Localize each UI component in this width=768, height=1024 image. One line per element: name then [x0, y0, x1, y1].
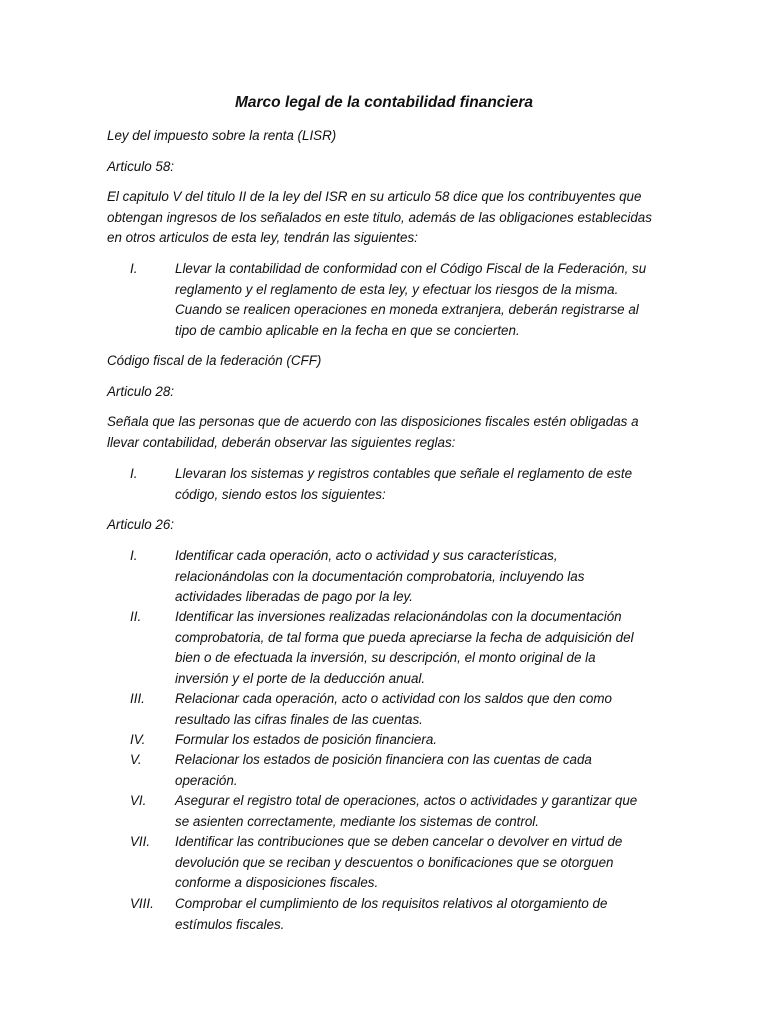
list-number: VI. [130, 793, 147, 808]
list-number: II. [130, 609, 142, 624]
art26-heading: Articulo 26: [107, 517, 174, 532]
document-title: Marco legal de la contabilidad financiera [234, 94, 534, 111]
paragraph-line: llevar contabilidad, deberán observar las siguientes reglas: [107, 434, 456, 450]
cff-heading: Código fiscal de la federación (CFF) [107, 353, 322, 368]
paragraph-line: El capitulo V del titulo II de la ley del ISR en su articulo 58 dice que los contribuyentes que [107, 189, 642, 204]
lisr-heading: Ley del impuesto sobre la renta (LISR) [107, 128, 337, 143]
list-item-line: inversión y el porte de la deducción anual. [175, 670, 426, 686]
list-item-line: Comprobar el cumplimiento de los requisitos relativos al otorgamiento de [175, 896, 608, 911]
list-item-line: código, siendo estos los siguientes: [175, 486, 386, 502]
list-number: III. [130, 691, 145, 706]
list-item-line: Cuando se realicen operaciones en moneda extranjera, deberán registrarse al [175, 302, 639, 318]
list-item-line: Llevaran los sistemas y registros contables que señale el reglamento de este [175, 466, 633, 481]
list-item-text [175, 546, 675, 608]
paragraph-line: Señala que las personas que de acuerdo con las disposiciones fiscales estén obligadas a [107, 414, 639, 429]
list-item-line: conforme a disposiciones fiscales. [175, 875, 379, 891]
art28-paragraph [107, 412, 667, 453]
art58-paragraph [107, 187, 667, 249]
art58-heading: Articulo 58: [107, 159, 174, 174]
list-item-line: Relacionar los estados de posición financiera con las cuentas de cada [175, 752, 592, 767]
list-item-line: comprobatoria, de tal forma que pueda apreciarse la fecha de adquisición del [175, 629, 634, 645]
list-item-text [175, 791, 675, 832]
list-item-text [175, 464, 675, 505]
list-item-line: Asegurar el registro total de operaciones, actos o actividades y garantizar que [175, 793, 638, 808]
list-item-text [175, 894, 675, 935]
paragraph-line: obtengan ingresos de los señalados en este titulo, además de las obligaciones establecidas [107, 209, 652, 225]
list-item-line: Relacionar cada operación, acto o actividad con los saldos que den como [175, 691, 612, 706]
list-number: VIII. [130, 896, 154, 911]
list-item-text [175, 730, 675, 751]
list-item-line: bien o de efectuada la inversión, su descripción, el monto original de la [175, 650, 596, 666]
list-number: I. [130, 466, 138, 481]
list-item-text [175, 750, 675, 791]
paragraph-line: en otros articulos de esta ley, tendrán las siguientes: [107, 230, 418, 246]
list-number: VII. [130, 834, 151, 849]
list-number: IV. [130, 732, 146, 747]
list-item-line: relacionándolas con la documentación comprobatoria, incluyendo las [175, 568, 585, 584]
list-item-text [175, 832, 675, 894]
list-item-line: resultado las cifras finales de las cuentas. [175, 711, 423, 727]
list-item-line: tipo de cambio aplicable en la fecha en que se concierten. [175, 322, 520, 338]
list-item-text [175, 607, 675, 689]
list-item-line: reglamento y el reglamento de esta ley, y efectuar los riesgos de la misma. [175, 281, 619, 297]
list-number: I. [130, 261, 138, 276]
list-item-line: operación. [175, 772, 238, 788]
list-item-text [175, 689, 675, 730]
list-number: V. [130, 752, 142, 767]
list-item-line: devolución que se reciban y descuentos o bonificaciones que se otorguen [175, 854, 614, 870]
list-item-line: Formular los estados de posición financiera. [175, 732, 437, 747]
art28-heading: Articulo 28: [107, 384, 174, 399]
list-item-line: Identificar las contribuciones que se deben cancelar o devolver en virtud de [175, 834, 623, 849]
list-item-line: estímulos fiscales. [175, 916, 285, 932]
list-item-line: Identificar las inversiones realizadas relacionándolas con la documentación [175, 609, 622, 624]
list-item-line: actividades liberadas de pago por la ley. [175, 589, 413, 605]
list-item-line: Llevar la contabilidad de conformidad con el Código Fiscal de la Federación, su [175, 261, 647, 276]
list-item-line: Identificar cada operación, acto o actividad y sus características, [175, 548, 558, 563]
list-item-line: se asienten correctamente, mediante los sistemas de control. [175, 813, 539, 829]
list-number: I. [130, 548, 138, 563]
list-item-text [175, 259, 675, 341]
